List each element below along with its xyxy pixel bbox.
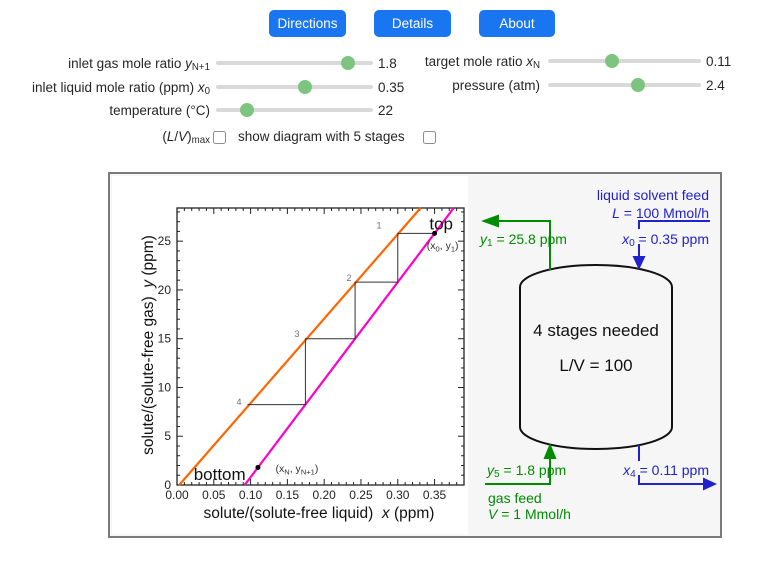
- stage-2: 2: [346, 273, 352, 284]
- x-tick-label: 0.00: [165, 488, 189, 502]
- top-label: top: [429, 214, 454, 234]
- gas-out-label: y1 = 25.8 ppm: [480, 231, 567, 250]
- liquid-out-label: x4 = 0.11 ppm: [623, 462, 709, 481]
- details-button[interactable]: Details: [374, 10, 451, 37]
- y-tick-label: 0: [164, 478, 171, 492]
- stage-1: 1: [376, 220, 382, 231]
- liquid-feed-title: liquid solvent feed: [596, 187, 709, 203]
- x-tick-label: 0.25: [349, 488, 373, 502]
- pressure-slider[interactable]: [548, 83, 701, 87]
- y-axis-title: solute/(solute-free gas) y (ppm): [140, 235, 157, 455]
- temperature-value: 22: [378, 103, 394, 118]
- lv-ratio-text: L/V = 100: [559, 356, 633, 375]
- inlet-gas-value: 1.8: [378, 56, 397, 71]
- gas-out-arrowhead-icon: [481, 215, 499, 228]
- slider-label-inlet-gas: inlet gas mole ratio yN+1: [68, 56, 210, 74]
- slider-label-temperature: temperature (°C): [109, 103, 210, 118]
- x-tick-label: 0.15: [275, 488, 300, 502]
- slider-label-pressure: pressure (atm): [452, 78, 540, 93]
- slider-label-target: target mole ratio xN: [424, 54, 540, 72]
- x-tick-label: 0.10: [238, 488, 263, 502]
- inlet-liquid-value: 0.35: [378, 80, 405, 95]
- liquid-feed-rate: L = 100 Mmol/h: [612, 205, 709, 221]
- pressure-slider-thumb[interactable]: [631, 78, 645, 92]
- inlet-liquid-slider[interactable]: [216, 85, 373, 89]
- gas-in-label: y5 = 1.8 ppm: [487, 462, 567, 481]
- x-tick-label: 0.05: [202, 488, 226, 502]
- liquid-in-label: x0 = 0.35 ppm: [622, 231, 709, 250]
- target-mole-ratio-slider[interactable]: [548, 59, 701, 63]
- inlet-gas-slider[interactable]: [216, 61, 373, 65]
- inlet-gas-slider-thumb[interactable]: [341, 56, 355, 70]
- y-tick-label: 15: [157, 331, 171, 346]
- checkbox-label-show-5-stages: show diagram with 5 stages: [238, 129, 405, 144]
- directions-button[interactable]: Directions: [269, 10, 346, 37]
- x0-y1-label: ($x_0$, $y_1$): [426, 240, 459, 254]
- y-tick-label: 5: [164, 429, 171, 444]
- stages-needed-text: 4 stages needed: [533, 321, 659, 340]
- x-tick-label: 0.35: [422, 488, 447, 502]
- x-tick-label: 0.30: [386, 488, 410, 502]
- x-tick-label: 0.20: [312, 488, 336, 502]
- about-button[interactable]: About: [479, 10, 555, 37]
- temperature-slider[interactable]: [216, 108, 373, 112]
- temperature-slider-thumb[interactable]: [240, 103, 254, 117]
- y-tick-label: 25: [157, 234, 171, 249]
- x-axis-title: solute/(solute-free liquid) x (ppm): [203, 505, 435, 522]
- inlet-liquid-slider-thumb[interactable]: [298, 80, 312, 94]
- y-tick-label: 10: [157, 380, 171, 395]
- y-tick-label: 20: [157, 282, 171, 297]
- plot-frame: [177, 208, 464, 485]
- target-mole-ratio-value: 0.11: [706, 54, 732, 69]
- slider-label-inlet-liquid: inlet liquid mole ratio (ppm) x0: [32, 80, 210, 98]
- pressure-value: 2.4: [706, 78, 725, 93]
- bottom-point: [255, 465, 260, 470]
- show-5-stages-checkbox[interactable]: [423, 131, 436, 144]
- lv-max-checkbox[interactable]: [213, 131, 226, 144]
- stage-3: 3: [294, 328, 300, 339]
- xN-yN1-label: ($x_N$, $y_{N+1}$): [275, 463, 319, 477]
- xy-plot: [112, 176, 468, 534]
- gas-feed-rate: V = 1 Mmol/h: [488, 506, 571, 522]
- checkbox-label-lv-max: (L/V)max: [162, 129, 210, 147]
- liquid-feed-bracket: [639, 221, 710, 229]
- stage-4: 4: [236, 396, 242, 407]
- target-mole-ratio-slider-thumb[interactable]: [605, 54, 619, 68]
- gas-feed-title: gas feed: [488, 490, 542, 506]
- bottom-label: bottom: [193, 464, 246, 484]
- demo-panel: [108, 172, 722, 538]
